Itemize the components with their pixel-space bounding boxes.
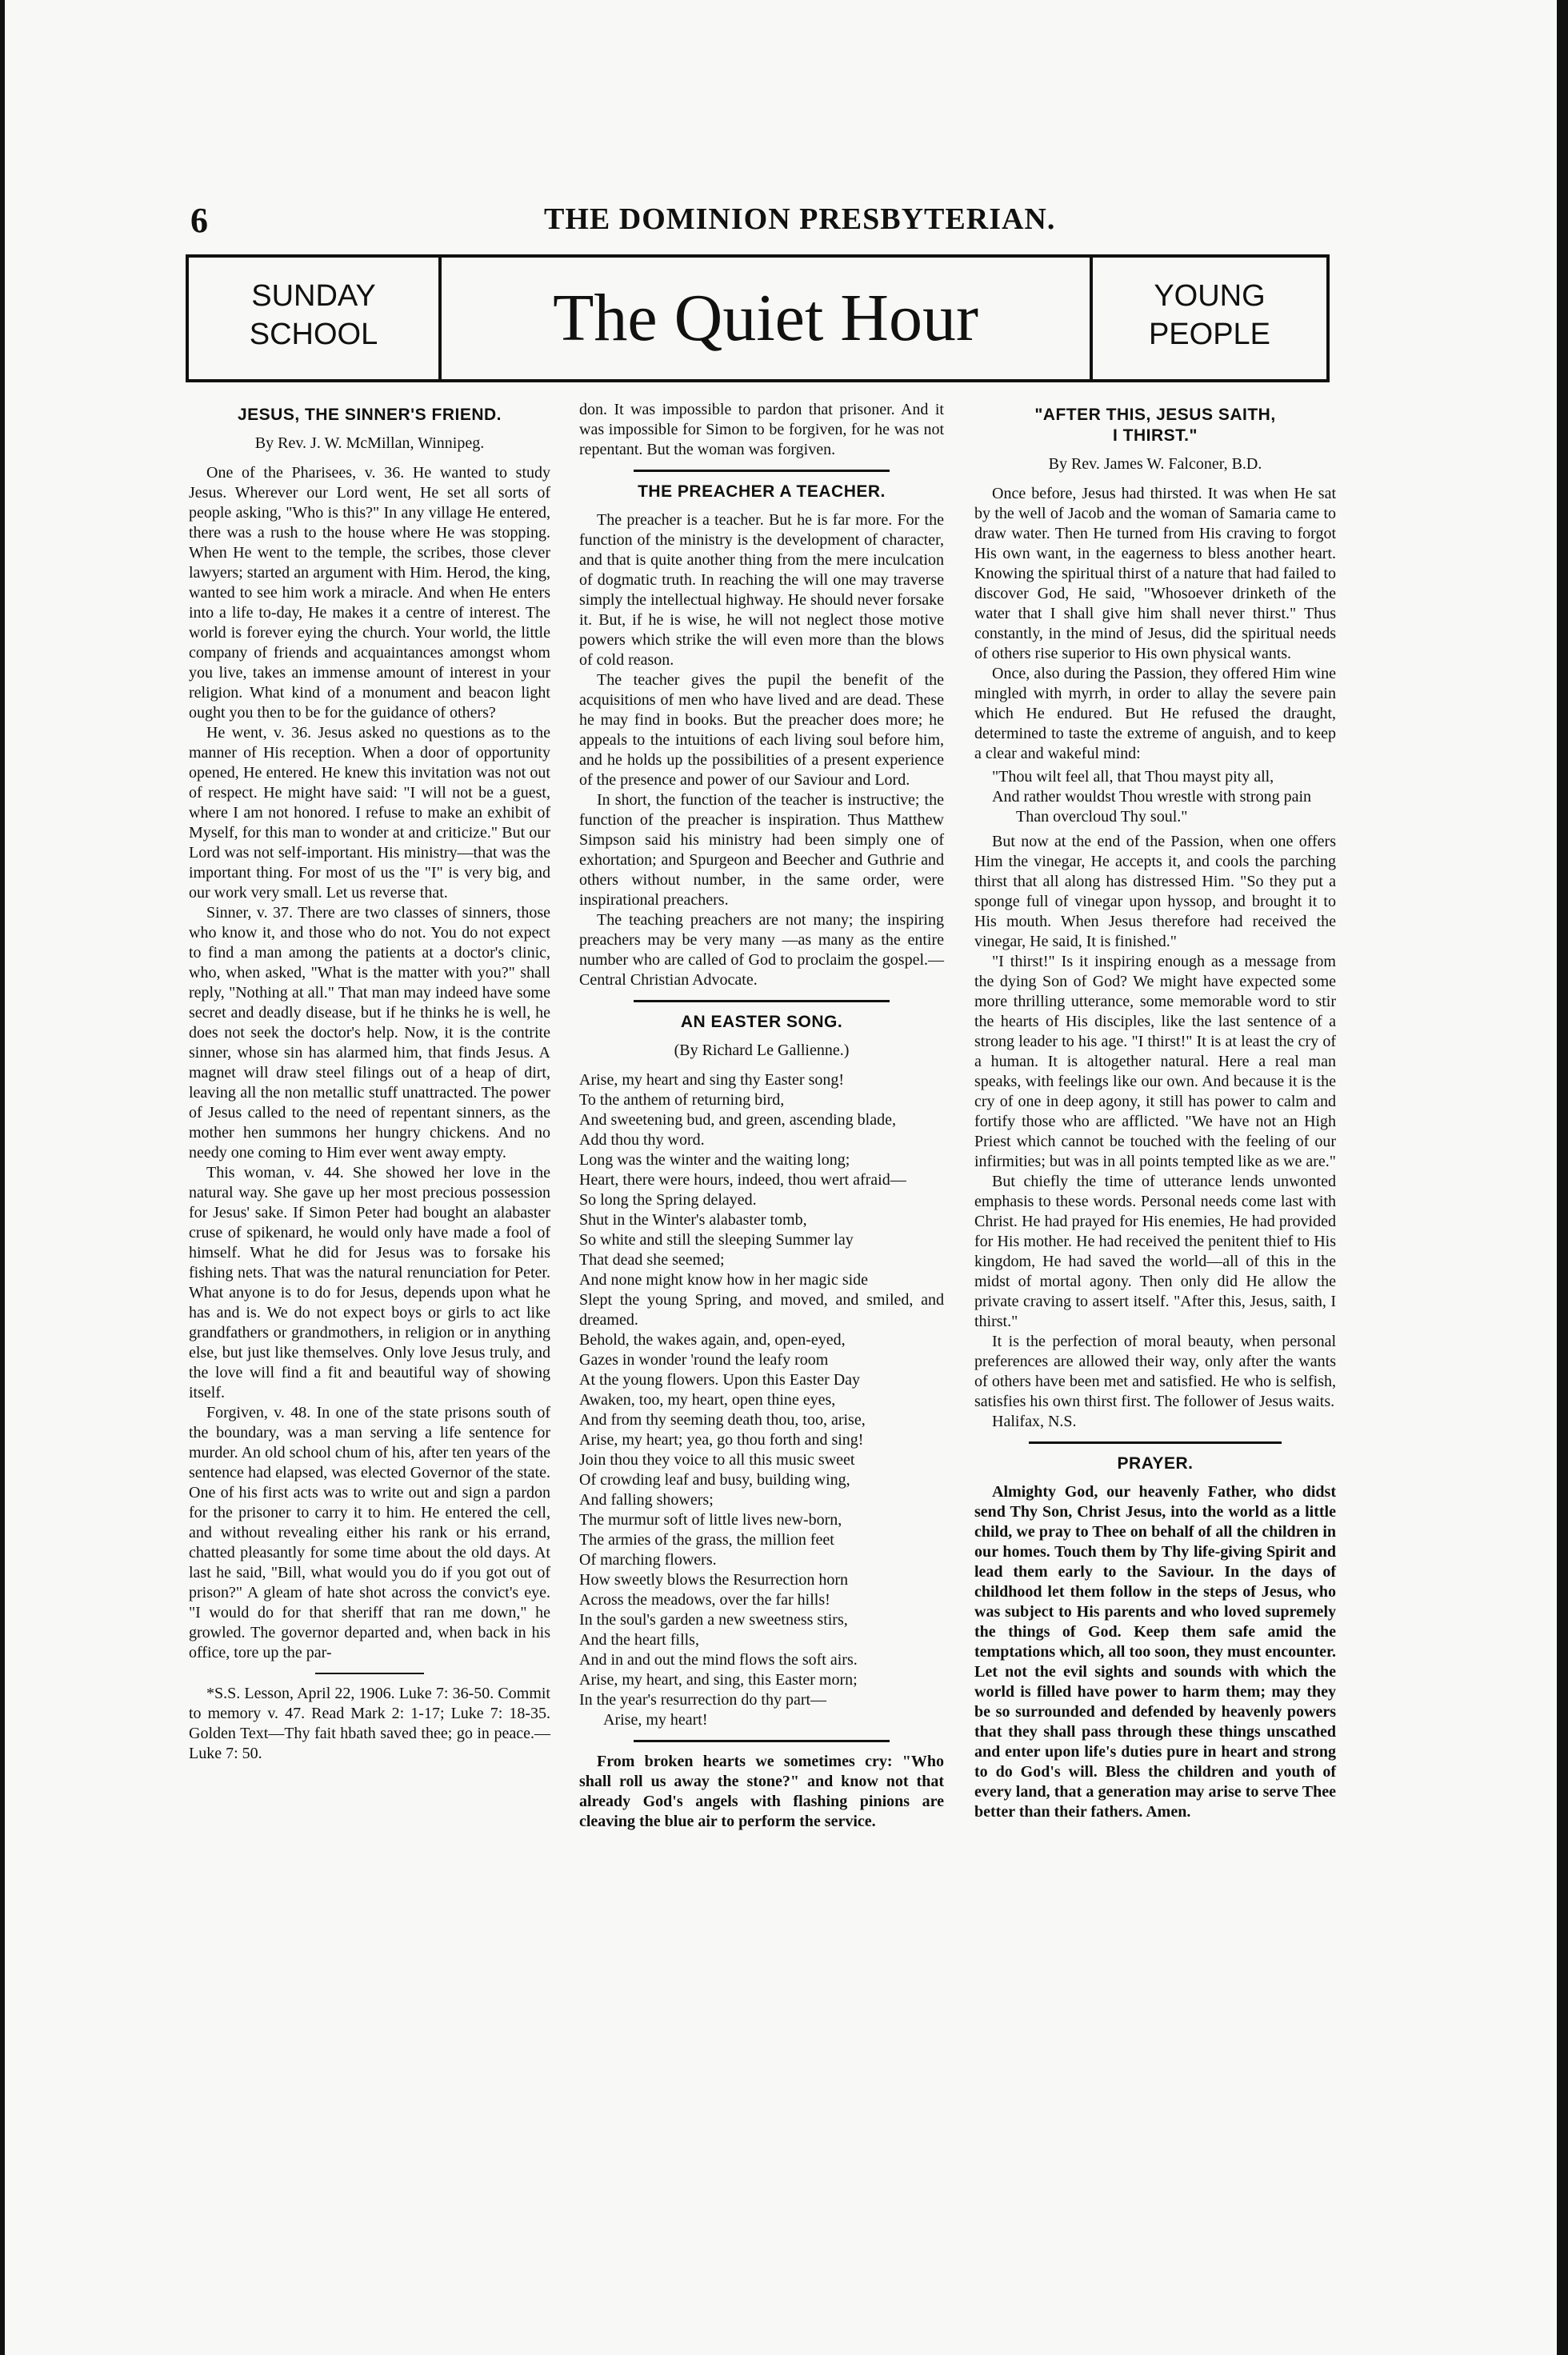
banner-right-box bbox=[1090, 258, 1326, 379]
paragraph: The teaching preachers are not many; the inspiring preachers may be very many —as many as the entire number who are called of God to proclaim the gospel.— Central Christian Advocate. bbox=[579, 911, 944, 989]
verse-line: Join thou they voice to all this music sweet bbox=[579, 1451, 855, 1469]
verse-line: So white and still the sleeping Summer lay bbox=[579, 1231, 854, 1249]
continued-paragraph: don. It was impossible to pardon that prisoner. And it was impossible for Simon to be forgiven, for he was not repentant. But the woman was forgiven. bbox=[579, 401, 944, 458]
verse-line: "Thou wilt feel all, that Thou mayst pity all, bbox=[992, 768, 1274, 786]
verse-line: Of crowding leaf and busy, building wing, bbox=[579, 1471, 850, 1489]
quoted-verse bbox=[992, 767, 1336, 827]
verse-line: Than overcloud Thy soul." bbox=[1016, 808, 1188, 826]
paragraph: But now at the end of the Passion, when one offers Him the vinegar, He accepts it, and cools the parching thirst that all along has distressed Him. "So they put a sponge full of vinegar upon hyssop, and brought it to His mouth. When Jesus therefore had received the vinegar, He said, It is finished." bbox=[974, 833, 1336, 950]
verse-line: Add thou thy word. bbox=[579, 1131, 705, 1149]
article-byline: By Rev. James W. Falconer, B.D. bbox=[1048, 455, 1262, 473]
article-title-line1: "AFTER THIS, JESUS SAITH, bbox=[1034, 406, 1276, 424]
signoff: Halifax, N.S. bbox=[992, 1413, 1077, 1430]
divider bbox=[634, 470, 889, 472]
paragraph: One of the Pharisees, v. 36. He wanted to study Jesus. Wherever our Lord went, He set all sorts of people asking, "Who is this?" In any village He entered, there was a rush to the house where He was stopping. When He went to the temple, the scribes, those clever lawyers; started an argument with Him. Herod, the king, wanted to see him work a miracle. And when He enters into a life to-day, He makes it a centre of interest. The world is forever eying the church. Your world, the little company of friends and acquaintances amongst whom you live, takes an immense amount of interest in your religion. What kind of a monument and beacon light ought you then to be for the guidance of others? bbox=[189, 464, 550, 722]
verse-line: Behold, the wakes again, and, open-eyed, bbox=[579, 1331, 846, 1349]
verse-line: And falling showers; bbox=[579, 1491, 714, 1509]
verse-line: And sweetening bud, and green, ascending blade, bbox=[579, 1111, 896, 1129]
verse-line: And rather wouldst Thou wrestle with strong pain bbox=[992, 788, 1312, 806]
verse-line: How sweetly blows the Resurrection horn bbox=[579, 1571, 849, 1589]
divider bbox=[634, 1740, 889, 1742]
prayer-title: PRAYER. bbox=[1117, 1454, 1194, 1473]
verse-line: Arise, my heart! bbox=[603, 1711, 708, 1729]
paragraph: Once before, Jesus had thirsted. It was when He sat by the well of Jacob and the woman of Samaria came to draw water. Then He turned from His craving to forgot His own want, in the eagerness to bless another heart. Knowing the spiritual thirst of a nature that had failed to discover God, He said, "Whosoever drinketh of the water that I shall give him shall never thirst." Thus constantly, in the mind of Jesus, did the spiritual needs of others rise superior to His own physical wants. bbox=[974, 485, 1336, 662]
banner-right-line2: PEOPLE bbox=[1148, 318, 1271, 351]
verse-line: In the year's resurrection do thy part— bbox=[579, 1691, 827, 1709]
verse-line: Heart, there were hours, indeed, thou wert afraid— bbox=[579, 1171, 906, 1189]
verse-line: At the young flowers. Upon this Easter Day bbox=[579, 1371, 861, 1389]
paragraph: Sinner, v. 37. There are two classes of sinners, those who know it, and those who do not. You do not expect to find a man among the patients at a doctor's clinic, who, when asked, "What is the matter with you?" shall reply, "Nothing at all." That man may indeed have some secret and deadly disease, but if he thinks he is well, he does not seek the doctor's help. Now, it is the contrite sinner, whose sin has alarmed him, that finds Jesus. A magnet will draw steel filings out of a heap of dirt, leaving all the non metallic stuff unattracted. The power of Jesus called to the need of repentant sinners, as the mother hen summons her hungry chickens. And no needy one coming to Him ever went away empty. bbox=[189, 904, 550, 1162]
closing-note: From broken hearts we sometimes cry: "Who shall roll us away the stone?" and know not that already God's angels with flashing pinions are cleaving the blue air to perform the service. bbox=[579, 1753, 944, 1830]
article-byline: By Rev. J. W. McMillan, Winnipeg. bbox=[254, 434, 485, 452]
paragraph: "I thirst!" Is it inspiring enough as a message from the dying Son of God? We might have expected some more thrilling utterance, some memorable word to stir the hearts of His disciples, like the last sentence of a strong leader to his age. "I thirst!" It is at least the cry of a human. It is altogether natural. Here a real man speaks, with feelings like our own. And because it is the cry of one in deep agony, it still has power to calm and fortify those who are afflicted. "We have not an High Priest which cannot be touched with the feeling of our infirmities; but was in all points tempted like as we are." bbox=[974, 953, 1336, 1170]
column-1 bbox=[189, 400, 550, 1764]
article-title: JESUS, THE SINNER'S FRIEND. bbox=[237, 406, 502, 424]
paragraph: But chiefly the time of utterance lends unwonted emphasis to these words. Personal needs come last with Christ. He had prayed for His enemies, He had provided for His mother. He had received the penitent thief to His kingdom, He had saved the world—all of this in the midst of mortal agony. Then only did He allow the private craving to assert itself. "After this, Jesus, saith, I thirst." bbox=[974, 1173, 1336, 1330]
scan-edge-left bbox=[0, 0, 5, 2355]
verse-line: And in and out the mind flows the soft airs. bbox=[579, 1651, 858, 1669]
verse-line: Awaken, too, my heart, open thine eyes, bbox=[579, 1391, 836, 1409]
paragraph: The teacher gives the pupil the benefit of the acquisitions of men who have lived and are dead. These he may find in books. But the preacher does more; he appeals to the intuitions of each living soul before him, and he holds up the possibilities of a present experience of the presence and power of our Saviour and Lord. bbox=[579, 671, 944, 789]
verse-line: Shut in the Winter's alabaster tomb, bbox=[579, 1211, 807, 1229]
lesson-footnote: *S.S. Lesson, April 22, 1906. Luke 7: 36-50. Commit to memory v. 47. Read Mark 2: 1-17; Luke 7: 18-35. Golden Text—Thy fait hbath saved thee; go in peace.—Luke 7: 50. bbox=[189, 1685, 550, 1762]
verse-line: Arise, my heart; yea, go thou forth and sing! bbox=[579, 1431, 864, 1449]
masthead: THE DOMINION PRESBYTERIAN. bbox=[544, 202, 1056, 236]
column-2 bbox=[579, 400, 944, 1832]
verse-line: Arise, my heart and sing thy Easter song! bbox=[579, 1071, 845, 1089]
verse-line: So long the Spring delayed. bbox=[579, 1191, 757, 1209]
banner-left-line1: SUNDAY bbox=[251, 279, 376, 313]
verse-line: And the heart fills, bbox=[579, 1631, 699, 1649]
poem bbox=[579, 1070, 944, 1730]
banner-title: The Quiet Hour bbox=[553, 281, 978, 355]
paragraph: Once, also during the Passion, they offered Him wine mingled with myrrh, in order to allay the severe pain which He endured. But He refused the draught, determined to taste the extreme of anguish, and to keep a clear and wakeful mind: bbox=[974, 665, 1336, 762]
verse-line: The murmur soft of little lives new-born, bbox=[579, 1511, 842, 1529]
article-title-line2: I THIRST." bbox=[1113, 426, 1198, 445]
paragraph: The preacher is a teacher. But he is far more. For the function of the ministry is the development of character, and that is quite another thing from the mere inculcation of dogmatic truth. In reaching the will one may traverse simply the intellectual highway. He should never forsake it. But, if he is wise, he will not neglect those motive powers which strike the will even more than the blows of cold reason. bbox=[579, 511, 944, 669]
section-banner bbox=[186, 254, 1330, 382]
prayer-text: Almighty God, our heavenly Father, who didst send Thy Son, Christ Jesus, into the world as a little child, we pray to Thee on behalf of all the children in our homes. Touch them by Thy life-giving Spirit and lead them early to the Saviour. In the days of childhood let them follow in the steps of Jesus, who was subject to His parents and who loved supremely the things of God. Keep them safe amid the temptations which, all too soon, they must encounter. Let not the evil sights and sounds with which the world is filled have power to harm them; may they be so surrounded and defended by heavenly powers that they shall pass through these things unscathed and enter upon life's duties pure in heart and strong to do God's will. Bless the children and youth of every land, that a generation may arise to serve Thee better than their fathers. Amen. bbox=[974, 1483, 1336, 1821]
column-3 bbox=[974, 400, 1336, 1822]
verse-line: And from thy seeming death thou, too, arise, bbox=[579, 1411, 866, 1429]
divider bbox=[315, 1673, 424, 1674]
poem-title: AN EASTER SONG. bbox=[680, 1013, 843, 1031]
banner-left-line2: SCHOOL bbox=[249, 318, 378, 351]
verse-line: Slept the young Spring, and moved, and smiled, and dreamed. bbox=[579, 1291, 944, 1329]
verse-line: Arise, my heart, and sing, this Easter morn; bbox=[579, 1671, 858, 1689]
paragraph: He went, v. 36. Jesus asked no questions as to the manner of His reception. When a door of opportunity opened, He entered. He knew this invitation was not out of respect. He might have said: "I will not be a guest, where I am not honored. I refuse to make an exhibit of Myself, for this man to wonder at and criticize." But our Lord was not self-important. His ministry—that was the important thing. For most of us the "I" is very big, and our work very small. Let us reverse that. bbox=[189, 724, 550, 902]
verse-line: And none might know how in her magic side bbox=[579, 1271, 869, 1289]
verse-line: In the soul's garden a new sweetness stirs, bbox=[579, 1611, 848, 1629]
banner-right-line1: YOUNG bbox=[1154, 279, 1266, 313]
verse-line: To the anthem of returning bird, bbox=[579, 1091, 785, 1109]
page-number: 6 bbox=[190, 201, 208, 240]
divider bbox=[1029, 1441, 1282, 1444]
scan-edge-right bbox=[1557, 0, 1568, 2355]
article-title: THE PREACHER A TEACHER. bbox=[638, 482, 886, 501]
prayer-section bbox=[974, 1482, 1336, 1822]
divider bbox=[634, 1000, 889, 1002]
verse-line: Long was the winter and the waiting long; bbox=[579, 1151, 850, 1169]
paragraph: It is the perfection of moral beauty, when personal preferences are allowed their way, only after the wants of others have been met and satisfied. He who is selfish, satisfies his own thirst first. The follower of Jesus waits. bbox=[974, 1333, 1336, 1410]
paragraph: Forgiven, v. 48. In one of the state prisons south of the boundary, was a man serving a life sentence for murder. An old school chum of his, after ten years of the sentence had elapsed, was elected Governor of the state. One of his first acts was to write out and sign a pardon for the prisoner to carry it to him. He entered the cell, and without revealing either his rank or his errand, chatted pleasantly for some time about the old days. At last he said, "Bill, what would you do if you got out of prison?" A gleam of hate shot across the convict's eye. "I would do for that sheriff that ran me down," he growled. The governor departed and, when back in his office, tore up the par- bbox=[189, 1404, 550, 1661]
verse-line: The armies of the grass, the million feet bbox=[579, 1531, 834, 1549]
verse-line: Of marching flowers. bbox=[579, 1551, 717, 1569]
paragraph: In short, the function of the teacher is instructive; the function of the preacher is inspiration. Thus Matthew Simpson said his ministry had been simply one of exhortation; and Spurgeon and Beecher and Guthrie and others without number, in the same order, were inspirational preachers. bbox=[579, 791, 944, 909]
verse-line: Across the meadows, over the far hills! bbox=[579, 1591, 830, 1609]
banner-left-box bbox=[189, 258, 442, 379]
verse-line: Gazes in wonder 'round the leafy room bbox=[579, 1351, 829, 1369]
paragraph: This woman, v. 44. She showed her love in the natural way. She gave up her most precious possession for Jesus' sake. If Simon Peter had bought an alabaster cruse of spikenard, he would only have made a fool of himself. What he did for Jesus was to forsake his fishing nets. That was the natural renunciation for Peter. What anyone is to do for Jesus, depends upon what he has and is. We do not expect boys or girls to act like grandfathers or grandmothers, in religion or in anything else, but just like themselves. Only love Jesus truly, and the love will find a fit and beautiful way of showing itself. bbox=[189, 1164, 550, 1401]
verse-line: That dead she seemed; bbox=[579, 1251, 725, 1269]
poem-byline: (By Richard Le Gallienne.) bbox=[674, 1042, 850, 1059]
